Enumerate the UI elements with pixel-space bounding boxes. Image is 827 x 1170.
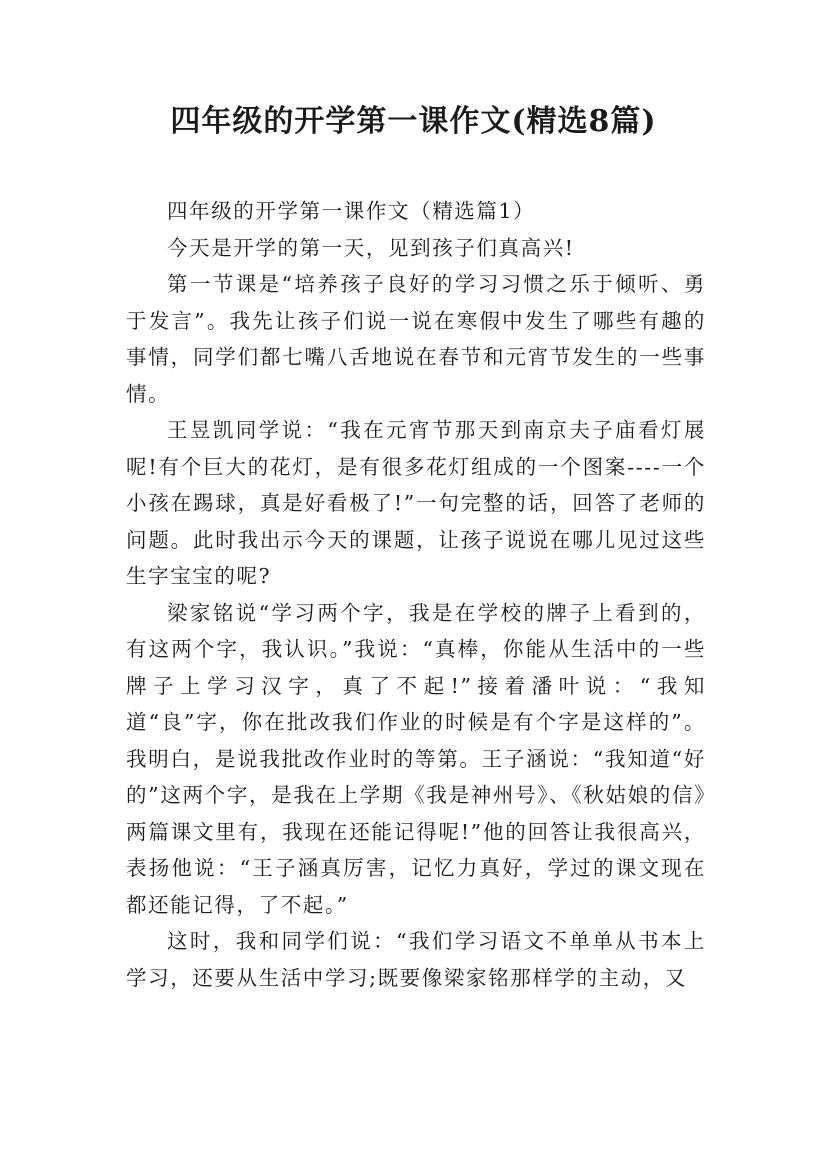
paragraph: 今天是开学的第一天，见到孩子们真高兴! — [167, 235, 575, 260]
paragraph-heading: 四年级的开学第一课作文（精选篇1） — [167, 199, 536, 223]
document-title: 四年级的开学第一课作文(精选8篇) — [170, 104, 657, 139]
paragraph: 第一节课是“培养孩子良好的学习习惯之乐于倾听、勇于发言”。我先让孩子们说一说在寒假中发生了哪些有趣的事情，同学们都七嘴八舌地说在春节和元宵节发生的一些事情。 — [126, 272, 706, 406]
paragraph: 梁家铭说“学习两个字，我是在学校的牌子上看到的，有这两个字，我认识。”我说：“真棒，你能从生活中的一些牌子上学习汉字，真了不起!”接着潘叶说：“我知道“良”字，你在批改我们作业的时候是有个字是这样的”。我明白，是说我批改作业时的等第。王子涵说：“我知道“好的”这两个字，是我在上学期《我是神州号》、《秋姑娘的信》两篇课文里有，我现在还能记得呢!”他的回答让我很高兴，表扬他说：“王子涵真厉害，记忆力真好，学过的课文现在都还能记得，了不起。” — [126, 600, 706, 917]
paragraph: 这时，我和同学们说：“我们学习语文不单单从书本上学习，还要从生活中学习;既要像梁家铭那样学的主动，又 — [126, 929, 706, 990]
paragraph: 王昱凯同学说：“我在元宵节那天到南京夫子庙看灯展呢!有个巨大的花灯，是有很多花灯组成的一个图案----一个小孩在踢球，真是好看极了!”一句完整的话，回答了老师的问题。此时我出示今天的课题，让孩子说说在哪儿见过这些生字宝宝的呢? — [126, 418, 706, 588]
document-body — [126, 193, 706, 996]
